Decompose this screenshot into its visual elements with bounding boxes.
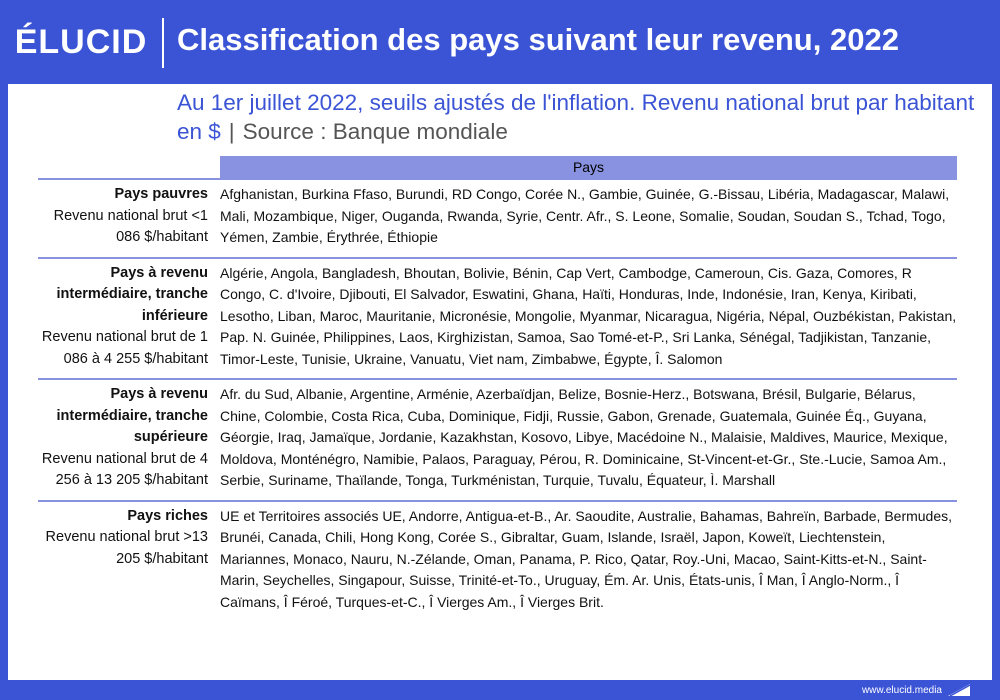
logo-divider [162,18,164,68]
country-list: Afghanistan, Burkina Ffaso, Burundi, RD Congo, Corée N., Gambie, Guinée, G.-Bissau, Libéria, Madagascar, Malawi, Mali, Mozambique, Niger, Ouganda, Rwanda, Syrie, Centr. Afr., S. Leone, Somalie, Soudan, Soudan S., Tchad, Togo, Yémen, Zambie, Érythrée, Éthiopie [220,186,950,245]
brand-logo[interactable]: ÉLUCID [14,22,148,61]
category-name: Pays riches [127,507,208,524]
country-list: Afr. du Sud, Albanie, Argentine, Arménie, Azerbaïdjan, Belize, Bosnie-Herz., Botswana, Brésil, Bulgarie, Bélarus, Chine, Colombie, Costa Rica, Cuba, Dominique, Fidji, Russie, Gabon, Grenade, Guatemala, Guinée Éq., Guyana, Géorgie, Iraq, Jamaïque, Jordanie, Kazakhstan, Kosovo, Libye, Macédoine N., Malaisie, Maldives, Maurice, Mexique, Moldova, Monténégro, Namibie, Palaos, Paraguay, Pérou, R. Dominicaine, St-Vincent-et-Gr., Ste.-Lucie, Samoa Am., Serbie, Suriname, Thaïlande, Tonga, Turkménistan, Turquie, Tuvalu, Équateur, Ì. Marshall [220,386,948,488]
page-title: Classification des pays suivant leur revenu, 2022 [177,22,899,57]
category-threshold: Revenu national brut <1 086 $/habitant [53,207,208,245]
row-label [38,506,208,614]
table-row [38,178,957,257]
row-label [38,384,208,492]
flag-icon [948,684,970,696]
category-threshold: Revenu national brut de 1 086 à 4 255 $/habitant [41,329,208,367]
header [0,0,1000,84]
footer [862,684,970,696]
subtitle-main: Au 1er juillet 2022, seuils ajustés de l'inflation. Revenu national brut par habitant en $ [177,90,975,144]
footer-url[interactable]: www.elucid.media [861,684,942,696]
table-row [38,257,957,379]
table-row [38,500,957,622]
content-panel [8,84,992,680]
category-name: Pays à revenu intermédiaire, tranche supérieure [56,386,208,445]
category-name: Pays à revenu intermédiaire, tranche inférieure [56,264,208,324]
table-row [38,378,957,500]
category-threshold: Revenu national brut >13 205 $/habitant [45,529,208,567]
income-table [38,178,957,621]
country-list: UE et Territoires associés UE, Andorre, Antigua-et-B., Ar. Saoudite, Australie, Bahamas, Bahreïn, Barbade, Bermudes, Brunéi, Canada, Chili, Hong Kong, Corée S., Gibraltar, Guam, Islande, Israël, Japon, Koweït, Liechtenstein, Mariannes, Monaco, Nauru, N.-Zélande, Oman, Panama, P. Rico, Qatar, Roy.-Uni, Macao, Saint-Kitts-et-N., Saint-Marin, Seychelles, Singapour, Suisse, Trinité-et-To., Uruguay, Ém. Ar. Unis, États-unis, Î Man, Î Anglo-Norm., Î Caïmans, Î Féroé, Turques-et-C., Î Vierges Am., Î Vierges Brit. [220,507,953,610]
category-threshold: Revenu national brut de 4 256 à 13 205 $/habitant [41,450,208,488]
subtitle [177,88,977,146]
column-header: Pays [220,156,957,178]
row-label [38,263,208,371]
subtitle-source: Source : Banque mondiale [242,119,508,144]
subtitle-separator: | [228,119,235,144]
country-list: Algérie, Angola, Bangladesh, Bhoutan, Bolivie, Bénin, Cap Vert, Cambodge, Cameroun, Cis. Gaza, Comores, R Congo, C. d'Ivoire, Djibouti, El Salvador, Eswatini, Ghana, Haïti, Honduras, Inde, Indonésie, Iran, Kenya, Kiribati, Lesotho, Liban, Maroc, Mauritanie, Micronésie, Mongolie, Myanmar, Nicaragua, Nigéria, Népal, Ouzbékistan, Pakistan, Pap. N. Guinée, Philippines, Laos, Kirghizistan, Samoa, Sao Tomé-et-P., Sri Lanka, Sénégal, Tadjikistan, Tanzanie, Timor-Leste, Tunisie, Ukraine, Vanuatu, Viet nam, Zimbabwe, Égypte, Î. Salomon [220,264,957,367]
row-label [38,184,208,249]
category-name: Pays pauvres [114,186,208,202]
